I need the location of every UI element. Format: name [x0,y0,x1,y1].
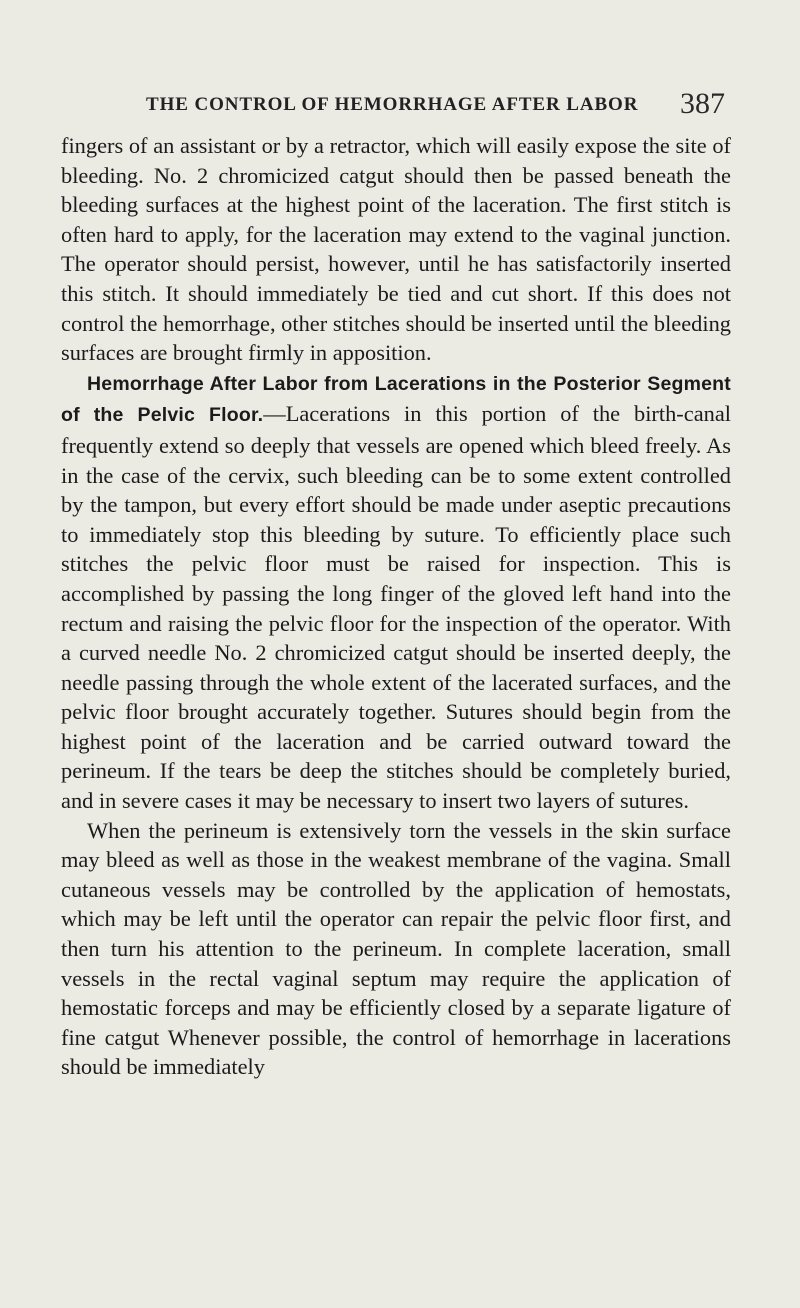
section-heading: Hemorrhage After Labor from Lacerations in the Posterior Segment of the Pelvic Floor. [61,372,731,427]
paragraph-posterior-segment [61,368,731,816]
paragraph-continuation: fingers of an assistant or by a retractor, which will easily expose the site of bleeding. No. 2 chromicized catgut should then be passed beneath the bleeding surfaces at the highest point of the laceration. The first stitch is often hard to apply, for the laceration may extend to the vaginal junction. The operator should persist, however, until he has satisfactorily inserted this stitch. It should immediately be tied and cut short. If this does not control the hemorrhage, other stitches should be inserted until the bleeding surfaces are brought firmly in apposition. [61,133,731,366]
paragraph-posterior-segment-text: —Lacerations in this portion of the birth-canal frequently extend so deeply that vessels are opened which bleed freely. As in the case of the cervix, such bleeding can be to some extent controlled by the tampon, but every effort should be made under aseptic precautions to immediately stop this bleeding by suture. To efficiently place such stitches the pelvic floor must be raised for inspection. This is accomplished by passing the long finger of the gloved left hand into the rectum and raising the pelvic floor for the inspection of the operator. With a curved needle No. 2 chromicized catgut should be inserted deeply, the needle passing through the whole extent of the lacerated surfaces, and the pelvic floor brought accurately together. Sutures should begin from the highest point of the laceration and be carried outward toward the perineum. If the tears be deep the stitches should be completely buried, and in severe cases it may be necessary to insert two layers of sutures. [61,401,731,814]
paragraph-perineum: When the perineum is extensively torn the vessels in the skin surface may bleed as well as those in the weakest membrane of the vagina. Small cutaneous vessels may be controlled by the application of hemostats, which may be left until the operator can repair the pelvic floor first, and then turn his attention to the perineum. In complete laceration, small vessels in the rectal vaginal septum may require the application of hemostatic forceps and may be efficiently closed by a separate ligature of fine catgut Whenever possible, the control of hemorrhage in lacerations should be immediately [61,817,731,1080]
page-number: 387 [680,87,725,120]
running-head [0,88,800,128]
running-title: THE CONTROL OF HEMORRHAGE AFTER LABOR [146,94,639,115]
body-text [61,131,731,1082]
